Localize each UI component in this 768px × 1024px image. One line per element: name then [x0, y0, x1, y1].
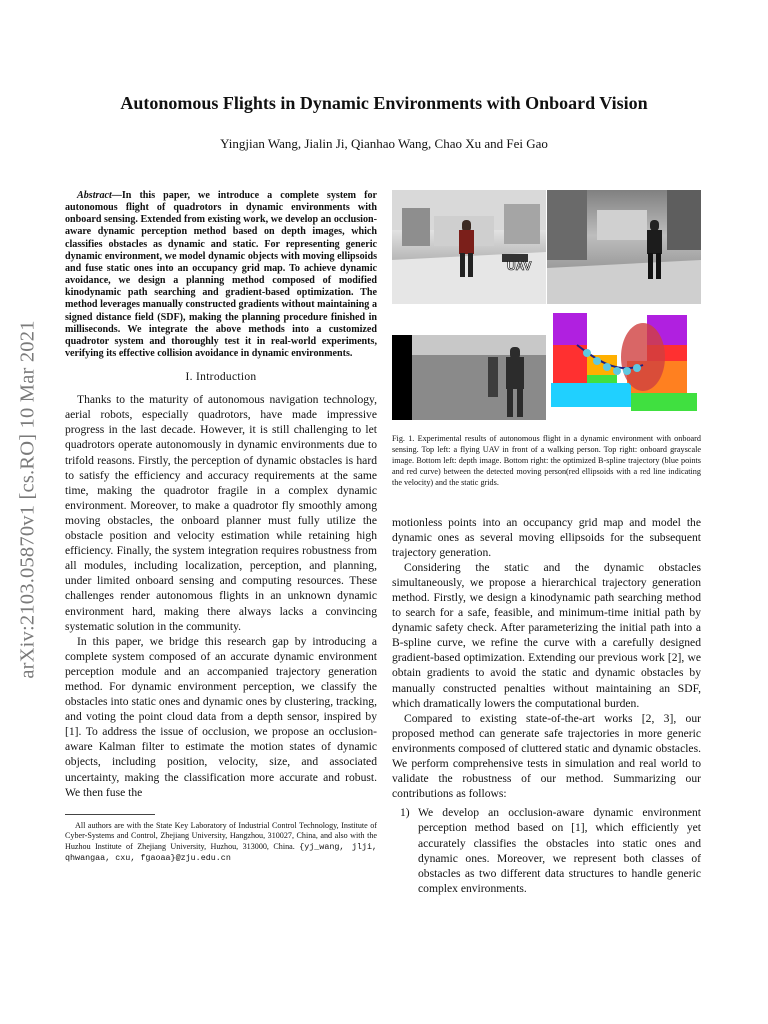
right-paragraph-3: Compared to existing state-of-the-art works [2, 3], our proposed method can generate safe trajectories in more generic environments composed of cluttered static and dynamic obstacles. We perform comprehensive tests in simulation and real world to validate the robustness of our method. Summarizing our contributions as follows:: [392, 711, 701, 801]
section-heading: I. Introduction: [185, 371, 257, 384]
abstract-dash: —: [111, 190, 122, 201]
trajectory-visualization-panel: [547, 305, 701, 420]
right-paragraph-2: Considering the static and the dynamic obstacles simultaneously, we propose a hierarchical trajectory generation method. Firstly, we design a kinodynamic path searching method to search for a safe, feasible, and minimum-time initial path by dynamic safety check. After parameterizing the initial path into a B-spline curve, we refine the curve with a carefully designed gradient-based optimization. Extending our previous work [2], we obtain gradients to avoid the static and dynamic obstacles by manually constructed penalties without maintaining an SDF, which dramatically lowers the computational burden.: [392, 560, 701, 710]
trajectory-illustration: [547, 305, 701, 420]
list-item-text: We develop an occlusion-aware dynamic environment perception method based on [1], which efficiently yet accurately classifies the obstacles into static ones and dynamic ones. Moreover, we represent both classes of obstacles as two different data structures to handle generic complex environments.: [418, 806, 701, 895]
contribution-list: [392, 805, 701, 896]
uav-photo-panel: [392, 190, 546, 304]
intro-paragraph-1: Thanks to the maturity of autonomous navigation technology, aerial robots, especially quadrotors, have made impressive progress in the last decade. However, it is still challenging to let quadrotors operate autonomously in dynamic environments due to trifold reasons. Firstly, the perception of dynamic obstacles is hard to satisfy the efficiency and accuracy requirements at the same time, making the quadrotor fragile in a complex dynamic environment. Moreover, to make a quadrotor fly smoothly among moving obstacles, the onboard planner must fully utilize the obstacle position and velocity estimation while retaining high efficiency. Finally, the system integration requires robustness from all modules, including localization, perception, and planning, under limited onboard sensing and computing resources. These challenges render autonomous flights in an unknown dynamic environment hard, making there always lacks a convincing systematic solution in the community.: [65, 393, 377, 633]
author-emails: {yj_wang, jlji, qhwangaa, cxu, fgaoaa}@zju.edu.cn: [65, 841, 377, 863]
affiliation-footnote: [65, 821, 377, 863]
intro-paragraph-2: In this paper, we bridge this research gap by introducing a complete system composed of an accurate dynamic environment perception module and an accompanied trajectory generation method. For dynamic environment perception, we classify the obstacles into static ones and dynamic ones by clustering, tracking, and voting the point cloud data from a depth sensor, inspired by [1]. To address the issue of occlusion, we propose an occlusion-aware Kalman filter to estimate the motion states of dynamic objects, including position, velocity, size, and associated uncertainty, making the classification more accurate and robust. We then fuse the: [65, 634, 377, 799]
depth-image-panel: [392, 305, 546, 420]
footnote-rule: [65, 814, 155, 815]
right-column: [392, 190, 701, 896]
abstract-text: In this paper, we introduce a complete system for autonomous flight of quadrotors in dynamic environments with onboard sensing. Extended from existing work, we develop an occlusion-aware dynamic perception method based on depth images, which classifies obstacles as dynamic and static. For representing generic dynamic environment, we model dynamic objects with moving ellipsoids and fuse static ones into an occupancy grid map. To achieve dynamic avoidance, we design a planning method composed of modified kinodynamic path searching and gradient-based optimization. The method leverages manually constructed gradients without maintaining a signed distance field (SDF), making the planning procedure finished in milliseconds. We integrate the above methods into a customized quadrotor system and thoroughly test it in real-world experiments, verifying its effective collision avoidance in dynamic environments.: [65, 190, 377, 360]
figure-1-caption: Fig. 1. Experimental results of autonomous flight in a dynamic environment with onboard sensing. Top left: a flying UAV in front of a walking person. Top right: onboard grayscale image. Bottom left: depth image. Bottom right: the optimized B-spline trajectory (blue points and red curve) between the detected moving person(red ellipsoids with a red line indicating the velocity) and the static grids.: [392, 434, 701, 487]
uav-scene-illustration: [392, 190, 546, 304]
author-list: Yingjian Wang, Jialin Ji, Qianhao Wang, Chao Xu and Fei Gao: [220, 136, 548, 151]
abstract: [65, 190, 377, 360]
right-paragraph-1: motionless points into an occupancy grid map and model the dynamic ones as several moving ellipsoids for the subsequent trajectory generation.: [392, 515, 701, 559]
abstract-lead: Abstract: [77, 190, 112, 201]
figure-1: [392, 190, 701, 420]
list-item: [392, 805, 701, 896]
list-item-number: 1): [400, 806, 410, 820]
arxiv-stamp: [8, 268, 48, 730]
paper-title: Autonomous Flights in Dynamic Environments with Onboard Vision: [120, 93, 648, 113]
arxiv-id: arXiv:2103.05870v1 [cs.RO] 10 Mar 2021: [16, 319, 39, 679]
affiliation-text: All authors are with the State Key Laboratory of Industrial Control Technology, Institute of Cyber-Systems and Control, Zhejiang University, Hangzhou, 310027, China, and also with the Huzhou Institute of Zhejiang University, Huzhou, 313000, China.: [65, 820, 377, 851]
depth-scene-illustration: [392, 305, 546, 420]
uav-label: UAV: [507, 259, 532, 273]
left-column: [65, 190, 377, 863]
grayscale-scene-illustration: [547, 190, 701, 304]
grayscale-image-panel: [547, 190, 701, 304]
